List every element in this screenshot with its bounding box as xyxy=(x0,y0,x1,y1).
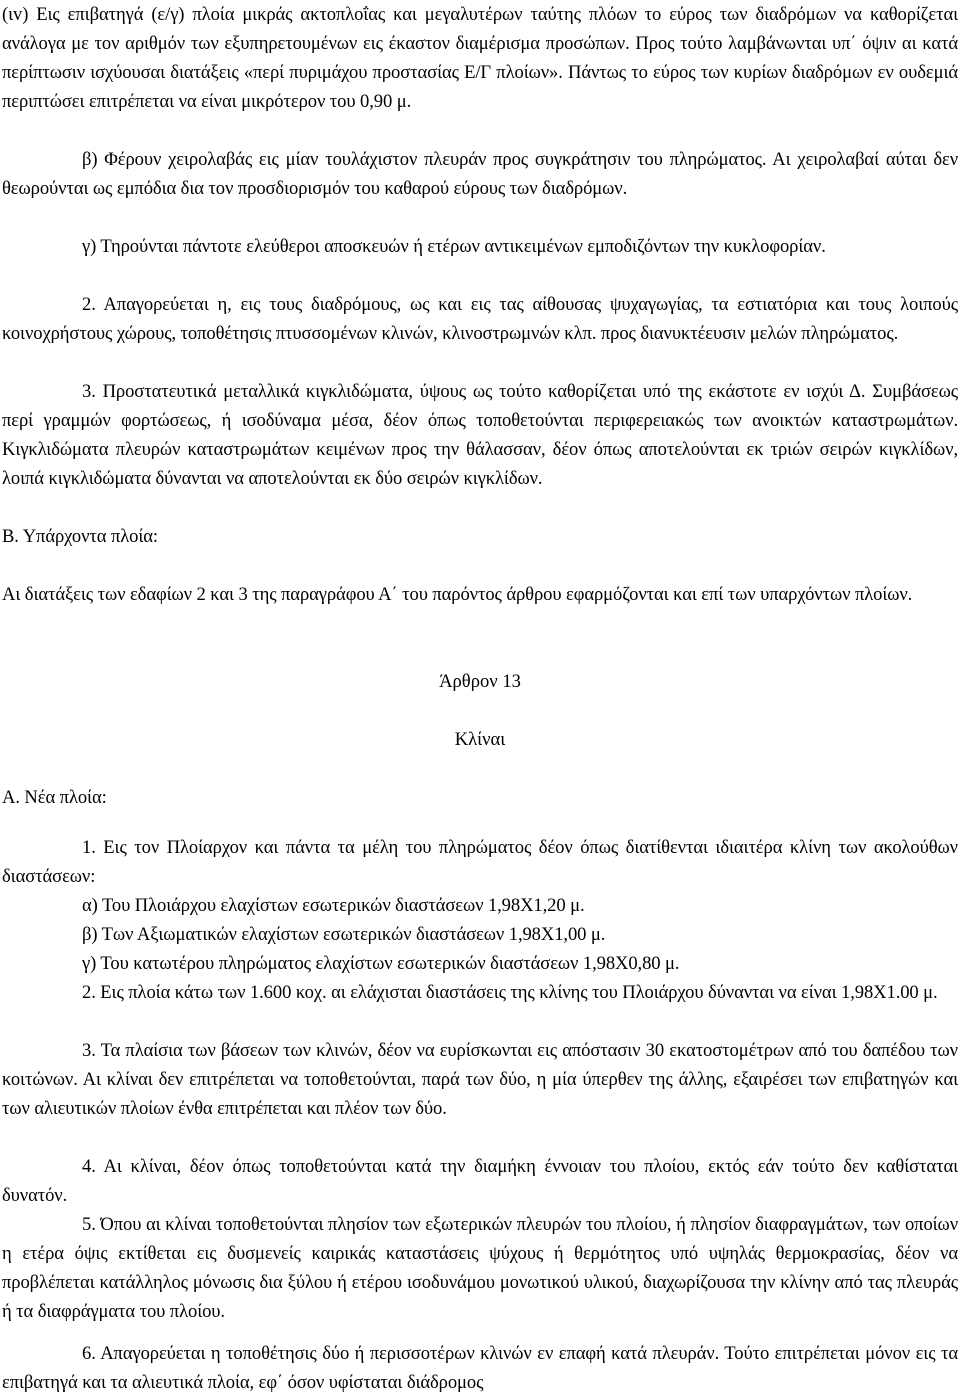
section-a-heading: Α. Νέα πλοία: xyxy=(2,787,107,808)
paragraph-a-1-alpha: α) Του Πλοιάρχου ελαχίστων εσωτερικών διαστάσεων 1,98Χ1,20 μ. xyxy=(82,895,585,916)
paragraph-iv: (ιv) Εις επιβατηγά (ε/γ) πλοία μικράς ακτοπλοΐας και μεγαλυτέρων ταύτης πλόων το εύρος των διαδρόμων να καθορίζεται ανάλογα με τον αριθμόν των εξυπηρετουμένων εις έκαστον διαμέρισμα προσώπων. Προς τούτο λαμβάνωνται υπ΄ όψιν αι κατά περίπτωσιν ισχύουσαι διατάξεις «περί πυριμάχου προστασίας Ε/Γ πλοίων». Πάντως το εύρος των κυρίων διαδρόμων εν ουδεμιά περιπτώσει επιτρέπεται να είναι μικρότερον του 0,90 μ. xyxy=(2,4,958,112)
paragraph-a-2: 2. Εις πλοία κάτω των 1.600 κοχ. αι ελάχισται διαστάσεις της κλίνης του Πλοιάρχου δύνανται να είναι 1,98Χ1.00 μ. xyxy=(82,982,938,1003)
article-title: Άρθρον 13 xyxy=(439,671,521,692)
article-subject: Κλίναι xyxy=(454,729,506,750)
paragraph-b-handrails: β) Φέρουν χειρολαβάς εις μίαν τουλάχιστον πλευράν προς συγκράτησιν του πληρώματος. Αι χειρολαβαί αύται δεν θεωρούνται ως εμπόδια δια τον προσδιορισμόν του καθαρού εύρους των διαδρόμων. xyxy=(2,149,958,199)
paragraph-g-free-passage: γ) Τηρούνται πάντοτε ελεύθεροι αποσκευών ή ετέρων αντικειμένων εμποδιζόντων την κυκλοφορίαν. xyxy=(82,236,826,257)
section-b-heading: Β. Υπάρχοντα πλοία: xyxy=(2,526,158,547)
paragraph-a-3: 3. Τα πλαίσια των βάσεων των κλινών, δέον να ευρίσκωνται εις απόστασιν 30 εκατοστομέτρων από του δαπέδου των κοιτώνων. Αι κλίναι δεν επιτρέπεται να τοποθετούνται, παρά των δύο, η μία ύπερθεν της άλλης, εξαιρέσει των επιβατηγών και των αλιευτικών πλοίων ένθα επιτρέπεται και πλέον των δύο. xyxy=(2,1040,958,1119)
paragraph-a-6: 6. Απαγορεύεται η τοποθέτησις δύο ή περισσοτέρων κλινών εν επαφή κατά πλευράν. Τούτο επιτρέπεται μόνον εις τα επιβατηγά και τα αλιευτικά πλοία, εφ΄ όσον υφίσταται διάδρομος xyxy=(2,1343,958,1393)
paragraph-2-prohibition: 2. Απαγορεύεται η, εις τους διαδρόμους, ως και εις τας αίθουσας ψυχαγωγίας, τα εστιατόρια και τους λοιπούς κοινοχρήστους χώρους, τοποθέτησις πτυσσομένων κλινών, κλινοστρωμνών κλπ. προς διανυκτέευσιν μελών πληρώματος. xyxy=(2,294,958,344)
paragraph-a-1: 1. Εις τον Πλοίαρχον και πάντα τα μέλη του πληρώματος δέον όπως διατίθενται ιδιαιτέρα κλίνη των ακολούθων διαστάσεων: xyxy=(2,837,958,887)
paragraph-a-5: 5. Όπου αι κλίναι τοποθετούνται πλησίον των εξωτερικών πλευρών του πλοίου, ή πλησίον διαφραγμάτων, των οποίων η ετέρα όψις εκτίθεται εις δυσμενείς καιρικάς καταστάσεις ψύχους ή θερμότητος υπό υψηλάς θερμοκρασίας, δέον να προβλέπεται κατάλληλος μόνωσις δια ξύλου ή ετέρου ισοδυνάμου μονωτικού υλικού, διαχωρίζουσα την κλίνην από τας πλευράς ή τα διαφράγματα του πλοίου. xyxy=(2,1214,958,1322)
paragraph-a-1-beta: β) Των Αξιωματικών ελαχίστων εσωτερικών διαστάσεων 1,98Χ1,00 μ. xyxy=(82,924,606,945)
paragraph-3-railings: 3. Προστατευτικά μεταλλικά κιγκλιδώματα, ύψους ως τούτο καθορίζεται υπό της εκάστοτε εν ισχύι Δ. Συμβάσεως περί γραμμών φορτώσεως, ή ισοδύναμα μέσα, δέον όπως τοποθετούνται περιφερειακώς των ανοικτών καταστρωμάτων. Κιγκλιδώματα πλευρών καταστρωμάτων κειμένων προς την θάλασσαν, δέον όπως αποτελούνται εκ τριών σειρών κιγκλίδων, λοιπά κιγκλιδώματα δύνανται να αποτελούνται εκ δύο σειρών κιγκλίδων. xyxy=(2,381,958,489)
section-b-text: Αι διατάξεις των εδαφίων 2 και 3 της παραγράφου Α΄ του παρόντος άρθρου εφαρμόζονται και επί των υπαρχόντων πλοίων. xyxy=(2,584,913,605)
paragraph-a-1-gamma: γ) Του κατωτέρου πληρώματος ελαχίστων εσωτερικών διαστάσεων 1,98Χ0,80 μ. xyxy=(82,953,680,974)
paragraph-a-4: 4. Αι κλίναι, δέον όπως τοποθετούνται κατά την διαμήκη έννοιαν του πλοίου, εκτός εάν τούτο δεν καθίσταται δυνατόν. xyxy=(2,1156,958,1206)
